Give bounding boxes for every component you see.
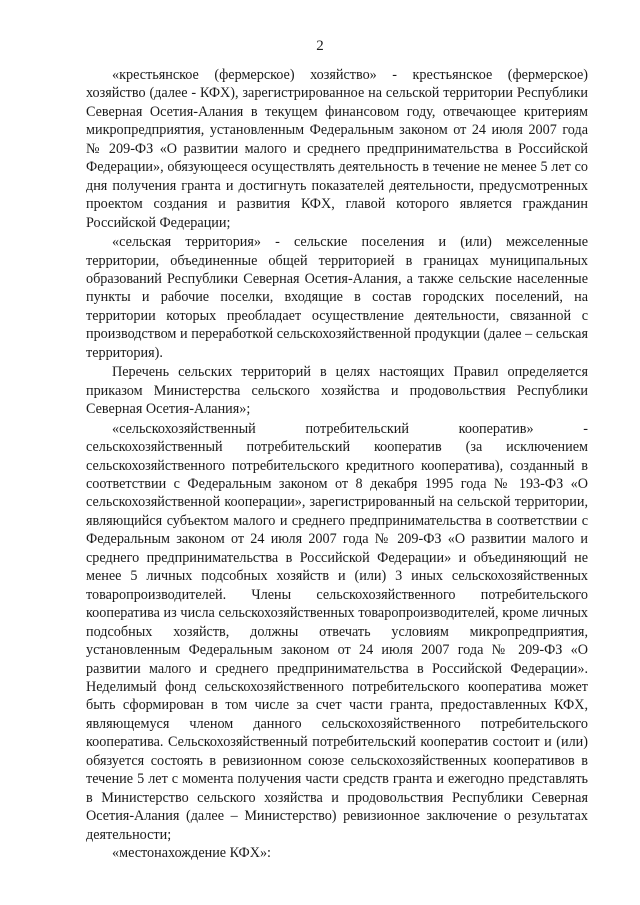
document-body (86, 66, 588, 862)
paragraph-rural-territory-definition: «сельская территория» - сельские поселения и (или) межселенные территории, объединенные общей территорией в границах муниципальных образований Республики Северная Осетия-Алания, а также сельские населенные пункты и рабочие поселки, входящие в состав городских поселений, на территории которых преобладает осуществление деятельности, связанной с производством и переработкой сельскохозяйственной продукции (далее – сельская территория). (86, 234, 588, 361)
paragraph-farm-location: «местонахождение КФХ»: (112, 845, 271, 862)
paragraph-cooperative-definition: «сельскохозяйственный потребительский кооператив» - сельскохозяйственный потребительский кооператив (за исключением сельскохозяйственного потребительского кредитного кооператива), созданный в соответствии с Федеральным законом от 8 декабря 1995 года № 193-ФЗ «О сельскохозяйственной кооперации», зарегистрированный на сельской территории, являющийся субъектом малого и среднего предпринимательства в соответствии с Федеральным законом от 24 июля 2007 года № 209-ФЗ «О развитии малого и среднего предпринимательства в Российской Федерации» и объединяющий не менее 5 личных подсобных хозяйств и (или) 3 иных сельскохозяйственных товаропроизводителей. Члены сельскохозяйственного потребительского кооператива из числа сельскохозяйственных товаропроизводителей, кроме личных подсобных хозяйств, должны отвечать условиям микропредприятия, установленным Федеральным законом от 24 июля 2007 года № 209-ФЗ «О развитии малого и среднего предпринимательства в Российской Федерации». Неделимый фонд сельскохозяйственного потребительского кооператива может быть сформирован в том числе за счет части гранта, предоставленных КФХ, являющемуся членом данного сельскохозяйственного потребительского кооператива. Сельскохозяйственный потребительский кооператив состоит и (или) обязуется состоять в ревизионном союзе сельскохозяйственных кооперативов в течение 5 лет с момента получения части средств гранта и ежегодно представлять в Министерство сельского хозяйства и продовольствия Республики Северная Осетия-Алания (далее – Министерство) ревизионное заключение о результатах деятельности; (86, 420, 588, 843)
page-number: 2 (316, 38, 324, 54)
paragraph-rural-territory-list: Перечень сельских территорий в целях настоящих Правил определяется приказом Министерства сельского хозяйства и продовольствия Республики Северная Осетия-Алания»; (86, 364, 588, 418)
paragraph-farm-definition: «крестьянское (фермерское) хозяйство» - крестьянское (фермерское) хозяйство (далее - КФХ), зарегистрированное на сельской территории Республики Северная Осетия-Алания в текущем финансовом году, отвечающее критериям микропредприятия, установленным Федеральным законом от 24 июля 2007 года № 209-ФЗ «О развитии малого и среднего предпринимательства в Российской Федерации», обязующееся осуществлять деятельность в течение не менее 5 лет со дня получения гранта и достигнуть показателей деятельности, предусмотренных проектом создания и развития КФХ, главой которого является гражданин Российской Федерации; (86, 67, 588, 231)
